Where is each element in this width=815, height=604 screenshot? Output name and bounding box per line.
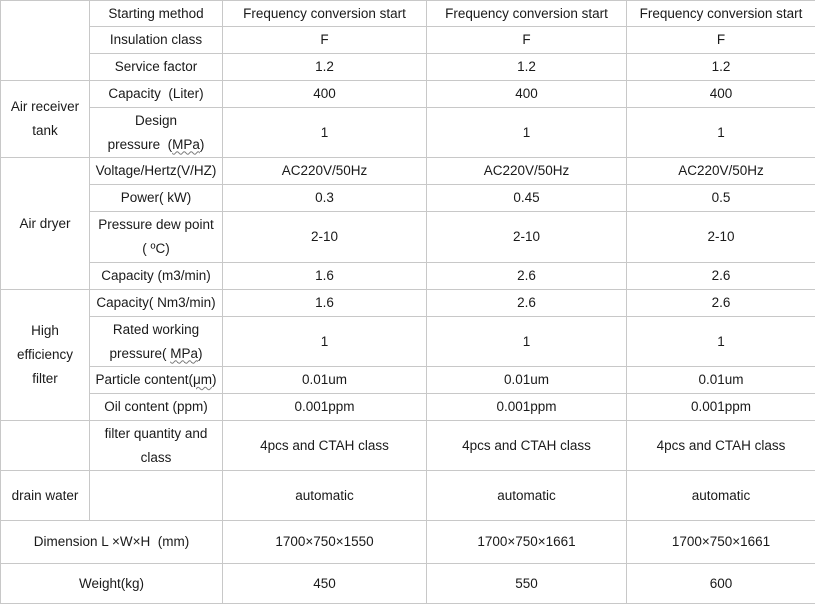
value-dryer-power-2: 0.45 (427, 185, 627, 212)
label-rated-pressure (90, 317, 223, 367)
value-starting-method-2: Frequency conversion start (427, 1, 627, 27)
value-filter-capacity-2: 2.6 (427, 290, 627, 317)
label-particle-content (90, 367, 223, 394)
label-weight: Weight(kg) (1, 564, 223, 604)
label-design-pressure-end: ) (200, 137, 205, 152)
value-dimension-2: 1700×750×1661 (427, 521, 627, 564)
label-drain-water: drain water (1, 471, 90, 521)
label-particle-unit: μm (193, 372, 212, 387)
label-dew-point (90, 212, 223, 263)
label-dew-point-line2: ( ºC) (91, 237, 221, 261)
value-drain-water-3: automatic (627, 471, 815, 521)
row-drain-water (1, 471, 815, 521)
label-rated-pressure-unit: MPa (170, 346, 198, 361)
value-oil-content-1: 0.001ppm (223, 394, 427, 421)
label-insulation-class: Insulation class (90, 27, 223, 54)
value-insulation-class-2: F (427, 27, 627, 54)
value-particle-content-3: 0.01um (627, 367, 815, 394)
value-design-pressure-2: 1 (427, 108, 627, 158)
row-dryer-capacity (1, 263, 815, 290)
row-tank-capacity (1, 81, 815, 108)
value-filter-quantity-2: 4pcs and CTAH class (427, 421, 627, 471)
value-tank-capacity-2: 400 (427, 81, 627, 108)
value-starting-method-1: Frequency conversion start (223, 1, 427, 27)
value-drain-water-2: automatic (427, 471, 627, 521)
value-dryer-voltage-3: AC220V/50Hz (627, 158, 815, 185)
label-service-factor: Service factor (90, 54, 223, 81)
row-dryer-voltage (1, 158, 815, 185)
row-particle-content (1, 367, 815, 394)
value-dryer-voltage-1: AC220V/50Hz (223, 158, 427, 185)
label-design-pressure-line2 (91, 133, 221, 157)
row-oil-content (1, 394, 815, 421)
label-design-pressure-line1: Design (91, 109, 221, 133)
value-dryer-power-3: 0.5 (627, 185, 815, 212)
row-filter-capacity (1, 290, 815, 317)
label-dew-point-line1: Pressure dew point (91, 213, 221, 237)
label-filter-capacity: Capacity( Nm3/min) (90, 290, 223, 317)
empty-group-cell (1, 1, 90, 81)
label-design-pressure-text: pressure ( (108, 137, 173, 152)
group-air-dryer: Air dryer (1, 158, 90, 290)
value-insulation-class-1: F (223, 27, 427, 54)
group-filter-line2: efficiency (3, 343, 87, 367)
group-air-receiver-tank: Air receiver tank (1, 81, 90, 158)
label-particle-text: Particle content( (95, 372, 193, 387)
value-service-factor-3: 1.2 (627, 54, 815, 81)
label-rated-pressure-end: ) (198, 346, 203, 361)
label-rated-pressure-text: pressure( (109, 346, 170, 361)
value-service-factor-2: 1.2 (427, 54, 627, 81)
value-design-pressure-3: 1 (627, 108, 815, 158)
value-dew-point-3: 2-10 (627, 212, 815, 263)
value-filter-quantity-3: 4pcs and CTAH class (627, 421, 815, 471)
label-dryer-capacity: Capacity (m3/min) (90, 263, 223, 290)
row-dew-point (1, 212, 815, 263)
value-tank-capacity-3: 400 (627, 81, 815, 108)
row-filter-quantity (1, 421, 815, 471)
value-dimension-3: 1700×750×1661 (627, 521, 815, 564)
value-filter-capacity-1: 1.6 (223, 290, 427, 317)
group-high-efficiency-filter (1, 290, 90, 421)
value-tank-capacity-1: 400 (223, 81, 427, 108)
row-dryer-power (1, 185, 815, 212)
value-oil-content-2: 0.001ppm (427, 394, 627, 421)
label-dryer-power: Power( kW) (90, 185, 223, 212)
label-dimension: Dimension L ×W×H (mm) (1, 521, 223, 564)
value-dryer-capacity-3: 2.6 (627, 263, 815, 290)
value-particle-content-2: 0.01um (427, 367, 627, 394)
value-rated-pressure-1: 1 (223, 317, 427, 367)
empty-group-cell (1, 421, 90, 471)
value-insulation-class-3: F (627, 27, 815, 54)
value-dryer-capacity-1: 1.6 (223, 263, 427, 290)
label-dryer-voltage: Voltage/Hertz(V/HZ) (90, 158, 223, 185)
row-insulation-class (1, 27, 815, 54)
label-design-pressure-unit: MPa (172, 137, 200, 152)
row-rated-pressure (1, 317, 815, 367)
value-oil-content-3: 0.001ppm (627, 394, 815, 421)
value-particle-content-1: 0.01um (223, 367, 427, 394)
label-starting-method: Starting method (90, 1, 223, 27)
value-dimension-1: 1700×750×1550 (223, 521, 427, 564)
row-weight (1, 564, 815, 604)
value-rated-pressure-3: 1 (627, 317, 815, 367)
value-rated-pressure-2: 1 (427, 317, 627, 367)
value-dew-point-2: 2-10 (427, 212, 627, 263)
group-filter-line3: filter (3, 367, 87, 391)
group-filter-line1: High (3, 319, 87, 343)
label-design-pressure (90, 108, 223, 158)
label-oil-content: Oil content (ppm) (90, 394, 223, 421)
label-rated-pressure-line1: Rated working (91, 318, 221, 342)
value-weight-2: 550 (427, 564, 627, 604)
value-weight-1: 450 (223, 564, 427, 604)
value-service-factor-1: 1.2 (223, 54, 427, 81)
row-dimension (1, 521, 815, 564)
row-service-factor (1, 54, 815, 81)
label-rated-pressure-line2 (91, 342, 221, 366)
label-filter-quantity (90, 421, 223, 471)
row-starting-method (1, 1, 815, 27)
value-filter-capacity-3: 2.6 (627, 290, 815, 317)
value-dryer-voltage-2: AC220V/50Hz (427, 158, 627, 185)
label-tank-capacity: Capacity (Liter) (90, 81, 223, 108)
value-dryer-power-1: 0.3 (223, 185, 427, 212)
empty-sub-cell (90, 471, 223, 521)
value-weight-3: 600 (627, 564, 815, 604)
row-design-pressure (1, 108, 815, 158)
value-dew-point-1: 2-10 (223, 212, 427, 263)
label-filter-quantity-line1: filter quantity and (91, 422, 221, 446)
value-filter-quantity-1: 4pcs and CTAH class (223, 421, 427, 471)
value-design-pressure-1: 1 (223, 108, 427, 158)
label-filter-quantity-line2: class (91, 446, 221, 470)
label-particle-end: ) (212, 372, 217, 387)
value-dryer-capacity-2: 2.6 (427, 263, 627, 290)
value-drain-water-1: automatic (223, 471, 427, 521)
value-starting-method-3: Frequency conversion start (627, 1, 815, 27)
